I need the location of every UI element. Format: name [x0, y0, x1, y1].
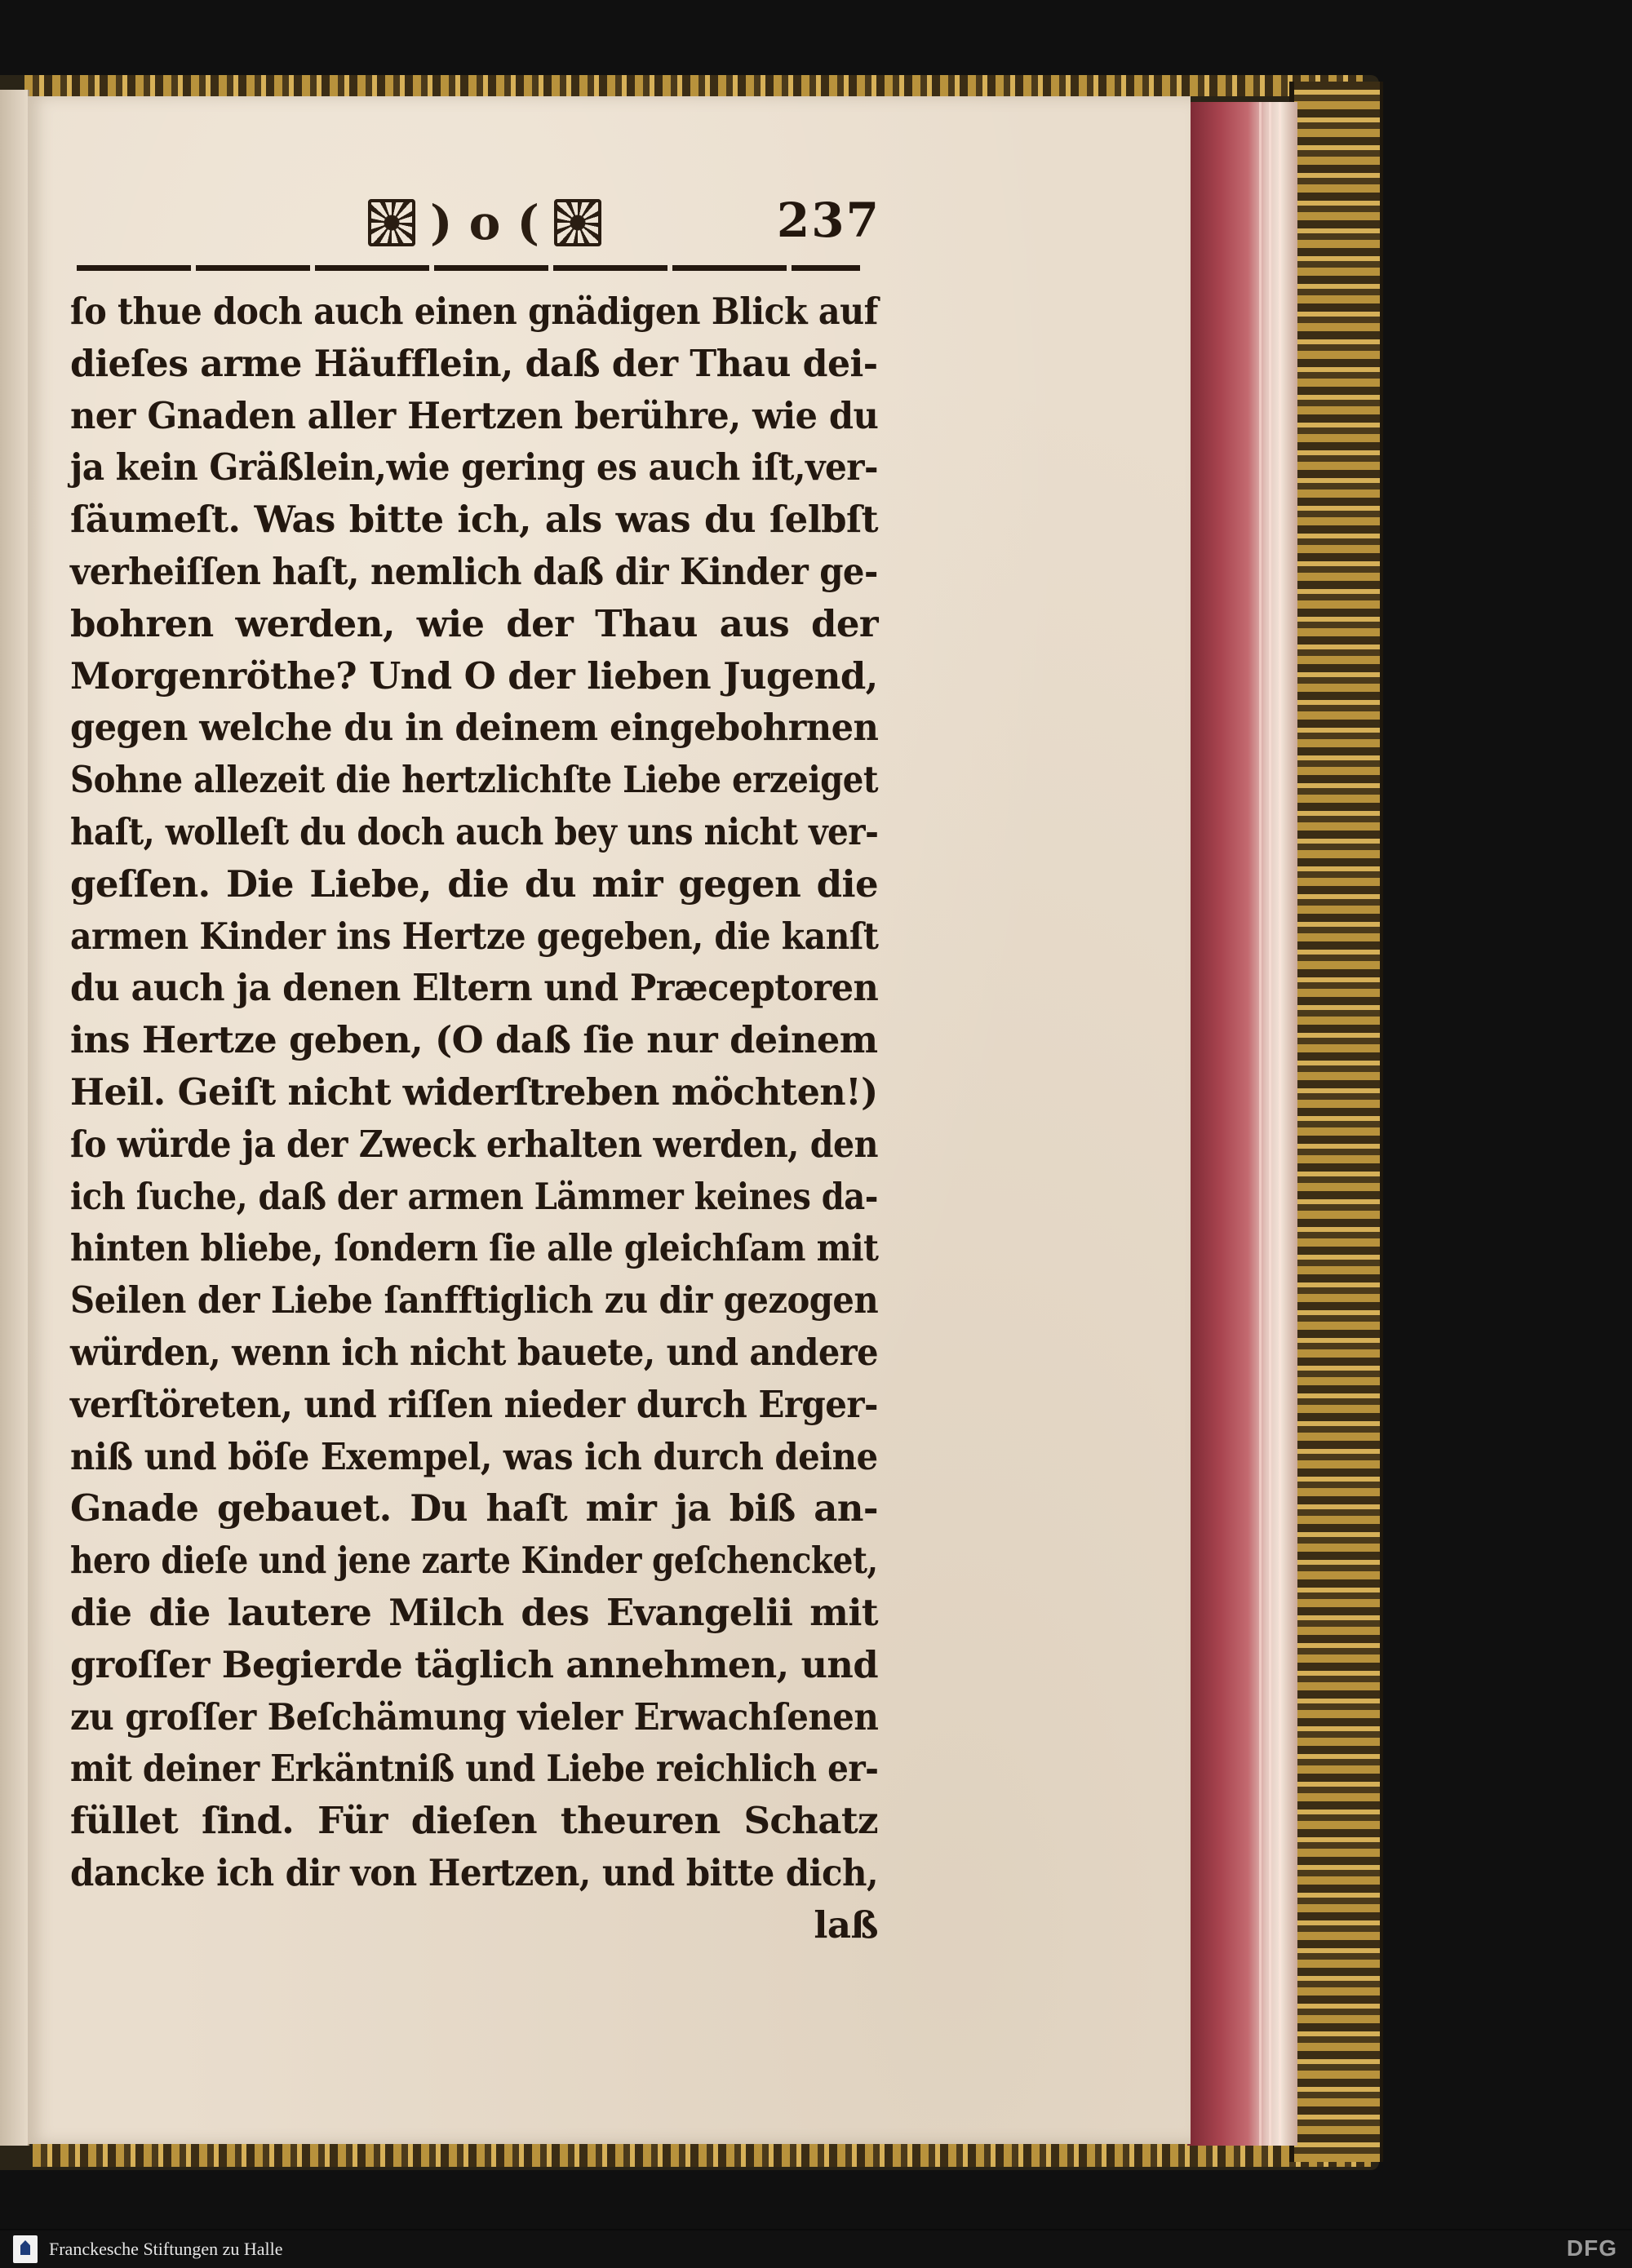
text-line: haſt, wolleſt du doch auch bey uns nicht ver- [70, 809, 879, 853]
text-line: Sohne allezeit die hertzlichſte Liebe erzeiget [70, 758, 878, 802]
fleuron-icon [554, 199, 601, 246]
text-line: mit deiner Erkäntniß und Liebe reichlich er- [70, 1747, 879, 1791]
text-line: ins Hertze geben, (O daß ſie nur deinem [70, 1018, 878, 1062]
text-line: du auch ja denen Eltern und Præceptoren [70, 966, 879, 1010]
fleuron-icon [368, 199, 415, 246]
text-line: ſo thue doch auch einen gnädigen Blick auf [70, 290, 878, 333]
text-line: zu groſſer Beſchämung vieler Erwachſenen [70, 1694, 879, 1739]
running-head-text: ) o ( [430, 195, 539, 250]
text-line: Morgenröthe? Und O der lieben Jugend, [70, 653, 878, 698]
text-line: hinten bliebe, ſondern ſie alle gleichſam mit [70, 1226, 879, 1270]
text-line: würden, wenn ich nicht bauete, und andere [70, 1330, 879, 1374]
text-line: ja kein Gräßlein,wie gering es auch iſt,ver- [70, 445, 878, 489]
funder-logo: DFG [1566, 2235, 1617, 2261]
cover-side-ornament [1289, 82, 1383, 2162]
text-line: die die lautere Milch des Evangelii mit [70, 1590, 878, 1634]
previous-page-edge [0, 90, 29, 2146]
text-line: bohren werden, wie der Thau aus der [70, 601, 878, 645]
viewer-footer [0, 2230, 1632, 2268]
text-line: ner Gnaden aller Hertzen berühre, wie du [70, 393, 879, 437]
text-line: niß und böſe Exempel, was ich durch deine [70, 1434, 878, 1478]
text-line: geſſen. Die Liebe, die du mir gegen die [70, 862, 878, 906]
text-line: gegen welche du in deinem eingebohrnen [70, 706, 879, 750]
text-line: laß [814, 1903, 878, 1947]
text-line: dancke ich dir von Hertzen, und bitte dich, [70, 1850, 879, 1894]
book-page [28, 96, 1191, 2144]
text-line: ſo würde ja der Zweck erhalten werden, den [70, 1122, 878, 1166]
body-text [70, 286, 878, 1951]
page-number: 237 [776, 193, 880, 248]
text-line: ich ſuche, daß der armen Lämmer keines da- [70, 1174, 878, 1218]
institution-name: Franckesche Stiftungen zu Halle [49, 2239, 283, 2259]
running-head [77, 186, 880, 264]
text-line: groſſer Begierde täglich annehmen, und [70, 1642, 878, 1686]
text-line: verheiſſen haſt, nemlich daß dir Kinder ge- [70, 549, 878, 593]
cover-top-ornament [24, 75, 1363, 96]
text-line: armen Kinder ins Hertze gegeben, die kanſt [70, 914, 879, 958]
text-line: Heil. Geiſt nicht widerſtreben möchten!) [70, 1070, 878, 1114]
running-head-ornament [346, 194, 623, 251]
text-line: hero dieſe und jene zarte Kinder geſchencket, [70, 1539, 878, 1583]
text-line: füllet ſind. Für dieſen theuren Schatz [70, 1799, 878, 1843]
text-line: Seilen der Liebe ſanfftiglich zu dir gezogen [70, 1278, 879, 1322]
page-fore-edge [1187, 102, 1297, 2146]
text-line: Gnade gebauet. Du haſt mir ja biß an- [70, 1486, 878, 1530]
text-line: verſtöreten, und riſſen nieder durch Erger- [70, 1382, 878, 1426]
text-line: ſäumeſt. Was bitte ich, als was du ſelbſt [70, 498, 878, 542]
running-head-rule [77, 265, 860, 271]
text-line: dieſes arme Häufflein, daß der Thau dei- [70, 341, 878, 385]
institution-logo-icon [13, 2235, 38, 2263]
